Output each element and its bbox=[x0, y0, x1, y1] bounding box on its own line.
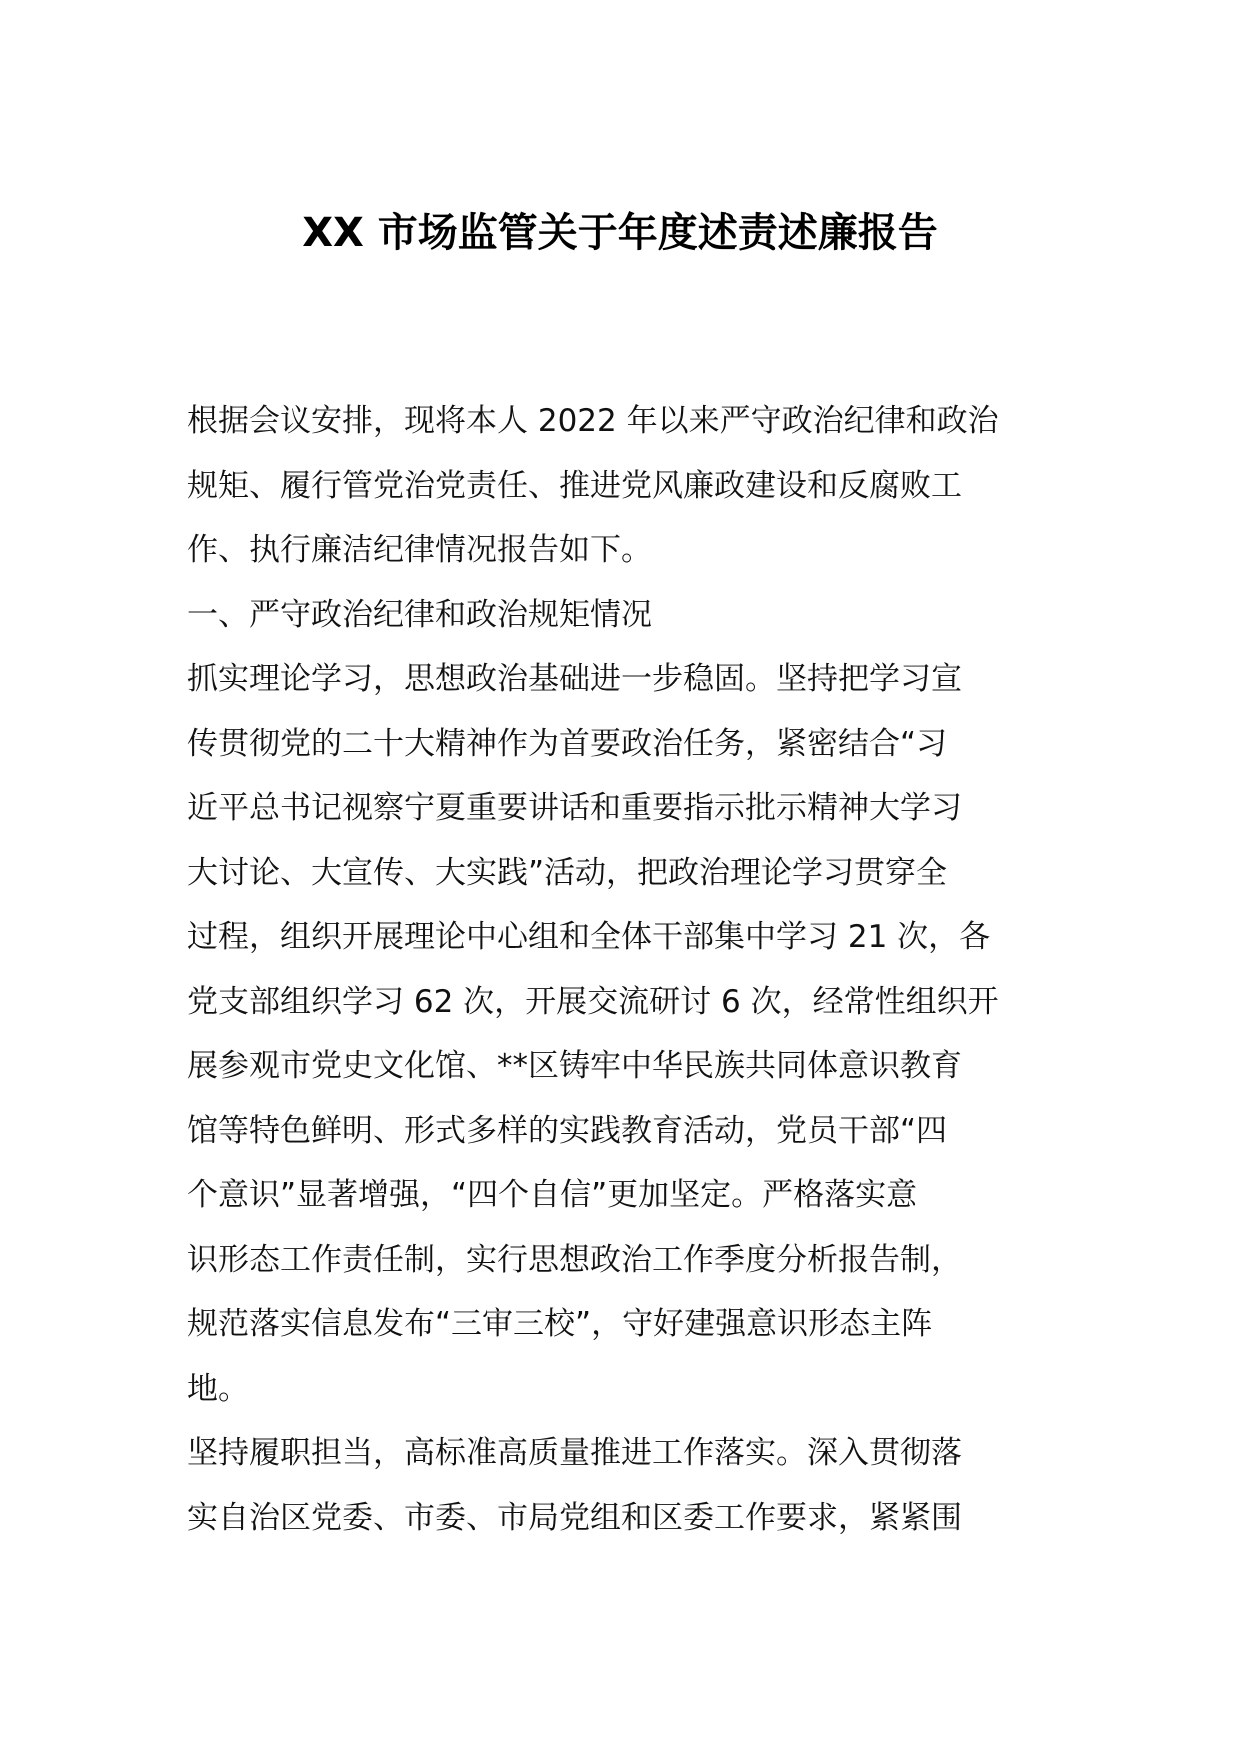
document-title: XX 市场监管关于年度述责述廉报告 bbox=[302, 210, 938, 256]
body-line: 近平总书记视察宁夏重要讲话和重要指示批示精神大学习 bbox=[187, 790, 962, 826]
body-line: 实自治区党委、市委、市局党组和区委工作要求，紧紧围 bbox=[187, 1499, 962, 1536]
body-line: 识形态工作责任制，实行思想政治工作季度分析报告制， bbox=[187, 1241, 962, 1278]
body-line: 个意识”显著增强，“四个自信”更加坚定。严格落实意 bbox=[187, 1177, 918, 1213]
body-line: 展参观市党史文化馆、**区铸牢中华民族共同体意识教育 bbox=[187, 1048, 962, 1084]
body-line: 坚持履职担当，高标准高质量推进工作落实。深入贯彻落 bbox=[187, 1435, 962, 1471]
body-line: 作、执行廉洁纪律情况报告如下。 bbox=[187, 532, 652, 568]
section-heading: 一、严守政治纪律和政治规矩情况 bbox=[187, 596, 652, 633]
body-line: 过程，组织开展理论中心组和全体干部集中学习 21 次，各 bbox=[187, 919, 991, 955]
body-line: 规矩、履行管党治党责任、推进党风廉政建设和反腐败工 bbox=[187, 467, 962, 504]
document-body bbox=[187, 389, 1053, 1550]
body-line: 规范落实信息发布“三审三校”，守好建强意识形态主阵 bbox=[187, 1306, 933, 1342]
body-line: 抓实理论学习，思想政治基础进一步稳固。坚持把学习宣 bbox=[187, 661, 962, 697]
body-line: 根据会议安排，现将本人 2022 年以来严守政治纪律和政治 bbox=[187, 403, 999, 439]
body-line: 馆等特色鲜明、形式多样的实践教育活动，党员干部“四 bbox=[187, 1112, 948, 1149]
body-line: 传贯彻党的二十大精神作为首要政治任务，紧密结合“习 bbox=[187, 725, 948, 762]
body-line: 地。 bbox=[187, 1370, 249, 1407]
body-line: 党支部组织学习 62 次，开展交流研讨 6 次，经常性组织开 bbox=[187, 983, 999, 1020]
body-line: 大讨论、大宣传、大实践”活动，把政治理论学习贯穿全 bbox=[187, 854, 948, 891]
